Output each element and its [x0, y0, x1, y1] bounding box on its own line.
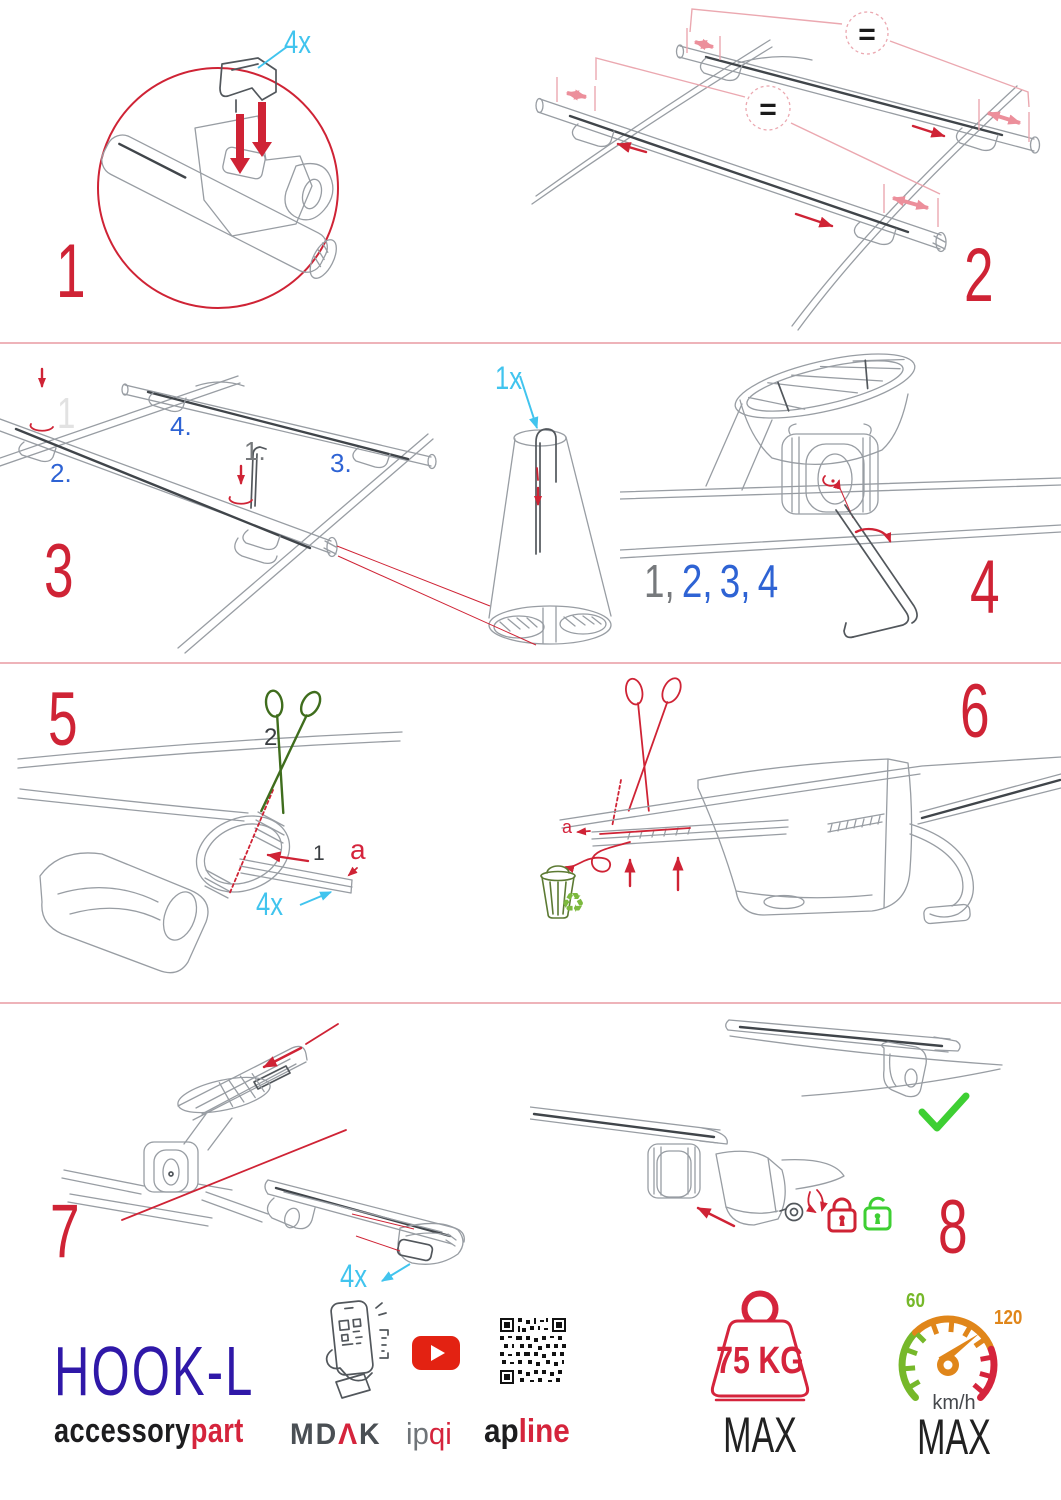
padlock-closed-icon: [829, 1199, 855, 1231]
step5-qty-label: 4x: [256, 886, 284, 922]
step1-number: 1: [56, 229, 87, 314]
logo-apline: [484, 1414, 570, 1447]
max-weight-label: MAX: [723, 1407, 797, 1463]
step2-number: 2: [964, 233, 995, 318]
step8-illustration: [530, 1002, 1061, 1312]
product-name: HOOK-L: [54, 1332, 255, 1410]
logo-ipqi: [406, 1418, 452, 1449]
phone-scan-icon: [322, 1298, 392, 1403]
seq-3: 3,: [719, 555, 751, 607]
speed-tick-60: 60: [906, 1290, 925, 1312]
step3-sub4: 4.: [170, 411, 192, 441]
qr-code-icon: [500, 1318, 566, 1384]
brand-black: accessory: [54, 1412, 191, 1450]
clip-part: [220, 58, 276, 112]
brand-red: part: [190, 1412, 244, 1450]
mdak-lambda: Λ: [338, 1418, 360, 1451]
step1-qty-label: 4x: [284, 24, 312, 60]
seq-2: 2,: [681, 555, 713, 607]
qty-leader-line: [382, 1264, 410, 1281]
step3-illustration: [0, 342, 660, 662]
foot-cover: [698, 759, 973, 924]
turn-arrow: [808, 1192, 815, 1212]
dimension-arrow: [695, 42, 713, 47]
dim-arrow: [578, 831, 590, 832]
step3-number: 3: [44, 529, 75, 614]
step4-number: 4: [970, 545, 1001, 630]
magnified-bar-end: [489, 429, 611, 644]
seq-1: 1,: [644, 555, 675, 607]
scissors-icon: [610, 671, 685, 816]
slide-arrow: [913, 126, 944, 136]
apline-red: line: [518, 1412, 570, 1449]
turn-arrow: [817, 1190, 823, 1210]
step6-dim-label: a: [562, 817, 573, 837]
lock-cover: [716, 1151, 785, 1225]
step5-scissors-label: 2: [264, 724, 278, 751]
padlock-open-icon: [865, 1198, 890, 1229]
down-arrow-icon: [230, 114, 250, 174]
qty-leader-line: [520, 376, 537, 428]
speed-unit: km/h: [932, 1392, 976, 1414]
step3-sub1: 1.: [244, 436, 266, 466]
equal-sign: =: [858, 18, 876, 51]
rail-end-cup: [730, 342, 921, 431]
slide-arrow: [698, 1208, 734, 1226]
recycle-icon: ♻: [561, 888, 586, 918]
turn-arrow: [230, 497, 252, 504]
speedometer-icon: [884, 1288, 1024, 1403]
step7-number: 7: [50, 1189, 81, 1274]
step3-ghost-number: 1: [57, 389, 76, 438]
scissors-icon: [244, 681, 325, 818]
step5-number: 5: [48, 677, 79, 762]
step6-number: 6: [960, 669, 991, 754]
step5-dim-label: a: [350, 834, 366, 865]
youtube-icon: [412, 1336, 460, 1370]
step5-strip-label: 1: [313, 842, 325, 865]
dimension-arrow: [567, 93, 586, 97]
mdak-pre: MD: [290, 1418, 339, 1451]
step3-qty-label: 1x: [495, 360, 523, 396]
speed-tick-120: 120: [994, 1307, 1023, 1329]
clamp: [782, 424, 878, 514]
dim-arrow: [349, 868, 357, 875]
turn-arrow: [31, 424, 53, 431]
mdak-post: K: [359, 1418, 382, 1451]
equal-sign: =: [759, 93, 777, 126]
play-triangle: [431, 1345, 445, 1361]
step7-qty-label: 4x: [340, 1258, 368, 1294]
check-icon: [922, 1096, 966, 1128]
step8-number: 8: [938, 1185, 969, 1270]
ipqi-pre: ip: [406, 1416, 429, 1451]
cover-wing: [782, 1160, 844, 1189]
apline-black: ap: [484, 1412, 519, 1449]
step4-sequence: [644, 555, 785, 607]
step5-illustration: [0, 662, 530, 1002]
brand-logo: [54, 1414, 244, 1448]
seq-4: 4: [757, 555, 779, 607]
step3-sub2: 2.: [50, 458, 72, 488]
allen-key: [836, 505, 917, 637]
logo-mdak: [290, 1420, 382, 1450]
ipqi-red: qi: [428, 1416, 452, 1451]
max-speed-label: MAX: [917, 1409, 991, 1465]
slide-arrow: [796, 214, 832, 226]
step3-sub3: 3.: [330, 448, 352, 478]
discard-curl: [566, 842, 630, 872]
down-arrow-icon: [252, 102, 272, 157]
qty-leader-line: [300, 892, 331, 905]
max-weight-value: 75 KG: [716, 1340, 804, 1382]
